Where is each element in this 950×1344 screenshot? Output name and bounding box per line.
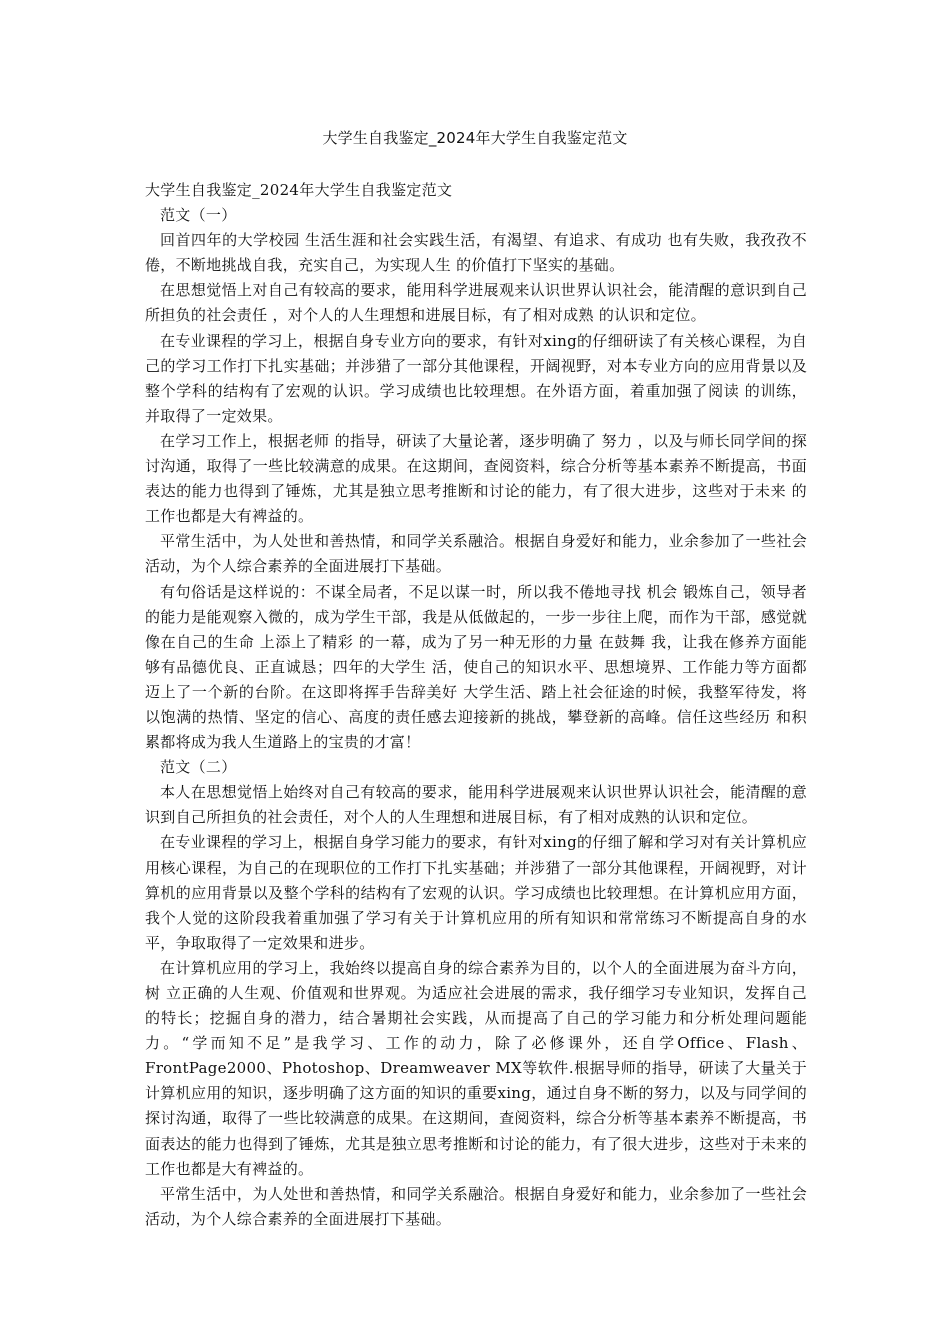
section-heading-2: 范文（二） xyxy=(160,758,237,777)
paragraph: 在计算机应用的学习上，我始终以提高自身的综合素养为目的，以个人的全面进展为奋斗方向，树 立正确的人生观、价值观和世界观。为适应社会进展的需求，我仔细学习专业知识，发挥自己的特长；挖掘自身的潜力，结合暑期社会实践，从而提高了自己的学习能力和分析处理问题能力。“学而知不足”是我学习、工作的动力，除了必修课外，还自学Office、Flash、FrontPage2000、Photoshop、Dreamweaver MX等软件.根据导师的指导，研读了大量关于计算机应用的知识，逐步明确了这方面的知识的重要xing，通过自身不断的努力，以及与同学间的探讨沟通，取得了一些比较满意的成果。在这期间，查阅资料，综合分析等基本素养不断提高，书面表达的能力也得到了锤炼，尤其是独立思考推断和讨论的能力，有了很大进步，这些对于未来的工作也都是大有裨益的。 xyxy=(145,958,807,1178)
document-body xyxy=(145,178,807,1232)
document-title: 大学生自我鉴定_2024年大学生自我鉴定范文 xyxy=(322,129,628,147)
paragraph: 本人在思想觉悟上始终对自己有较高的要求，能用科学进展观来认识世界认识社会，能清醒的意识到自己所担负的社会责任，对个人的人生理想和进展目标，有了相对成熟的认识和定位。 xyxy=(145,783,807,827)
paragraph: 平常生活中，为人处世和善热情，和同学关系融洽。根据自身爱好和能力，业余参加了一些社会活动，为个人综合素养的全面进展打下基础。 xyxy=(145,532,807,576)
paragraph: 在学习工作上，根据老师 的指导，研读了大量论著，逐步明确了 努力 ，以及与师长同学间的探讨沟通，取得了一些比较满意的成果。在这期间，查阅资料，综合分析等基本素养不断提高，书面表达的能力也得到了锤炼，尤其是独立思考推断和讨论的能力，有了很大进步，这些对于未来 的工作也都是大有裨益的。 xyxy=(145,431,807,526)
paragraph: 在专业课程的学习上，根据自身学习能力的要求，有针对xing的仔细了解和学习对有关计算机应用核心课程，为自己的在现职位的工作打下扎实基础；并涉猎了一部分其他课程，开阔视野，对计算机的应用背景以及整个学科的结构有了宏观的认识。学习成绩也比较理想。在计算机应用方面，我个人觉的这阶段我着重加强了学习有关于计算机应用的所有知识和常常练习不断提高自身的水平，争取取得了一定效果和进步。 xyxy=(145,833,807,952)
body-heading: 大学生自我鉴定_2024年大学生自我鉴定范文 xyxy=(145,181,453,199)
paragraph: 在专业课程的学习上，根据自身专业方向的要求，有针对xing的仔细研读了有关核心课程，为自己的学习工作打下扎实基础；并涉猎了一部分其他课程，开阔视野，对本专业方向的应用背景以及整个学科的结构有了宏观的认识。学习成绩也比较理想。在外语方面，着重加强了阅读 的训练，并取得了一定效果。 xyxy=(145,331,807,425)
paragraph: 平常生活中，为人处世和善热情，和同学关系融洽。根据自身爱好和能力，业余参加了一些社会活动，为个人综合素养的全面进展打下基础。 xyxy=(145,1184,807,1228)
paragraph: 在思想觉悟上对自己有较高的要求，能用科学进展观来认识世界认识社会，能清醒的意识到自己所担负的社会责任 ，对个人的人生理想和进展目标，有了相对成熟 的认识和定位。 xyxy=(145,281,807,325)
section-heading-1: 范文（一） xyxy=(160,206,237,225)
paragraph: 有句俗话是这样说的：不谋全局者，不足以谋一时，所以我不倦地寻找 机会 锻炼自己，领导者的能力是能观察入微的，成为学生干部，我是从低做起的，一步一步往上爬，而作为干部，感觉就像在自己的生命 上添上了精彩 的一幕，成为了另一种无形的力量 在鼓舞 我，让我在修养方面能够有品德优良、正直诚恳；四年的大学生 活，使自己的知识水平、思想境界、工作能力等方面都迈上了一个新的台阶。在这即将挥手告辞美好 大学生活、踏上社会征途的时候，我整军待发，将以饱满的热情、坚定的信心、高度的责任感去迎接新的挑战，攀登新的高峰。信任这些经历 和积累都将成为我人生道路上的宝贵的才富！ xyxy=(145,582,807,752)
paragraph: 回首四年的大学校园 生活生涯和社会实践生活，有渴望、有追求、有成功 也有失败，我孜孜不倦，不断地挑战自我，充实自己，为实现人生 的价值打下坚实的基础。 xyxy=(145,231,807,275)
